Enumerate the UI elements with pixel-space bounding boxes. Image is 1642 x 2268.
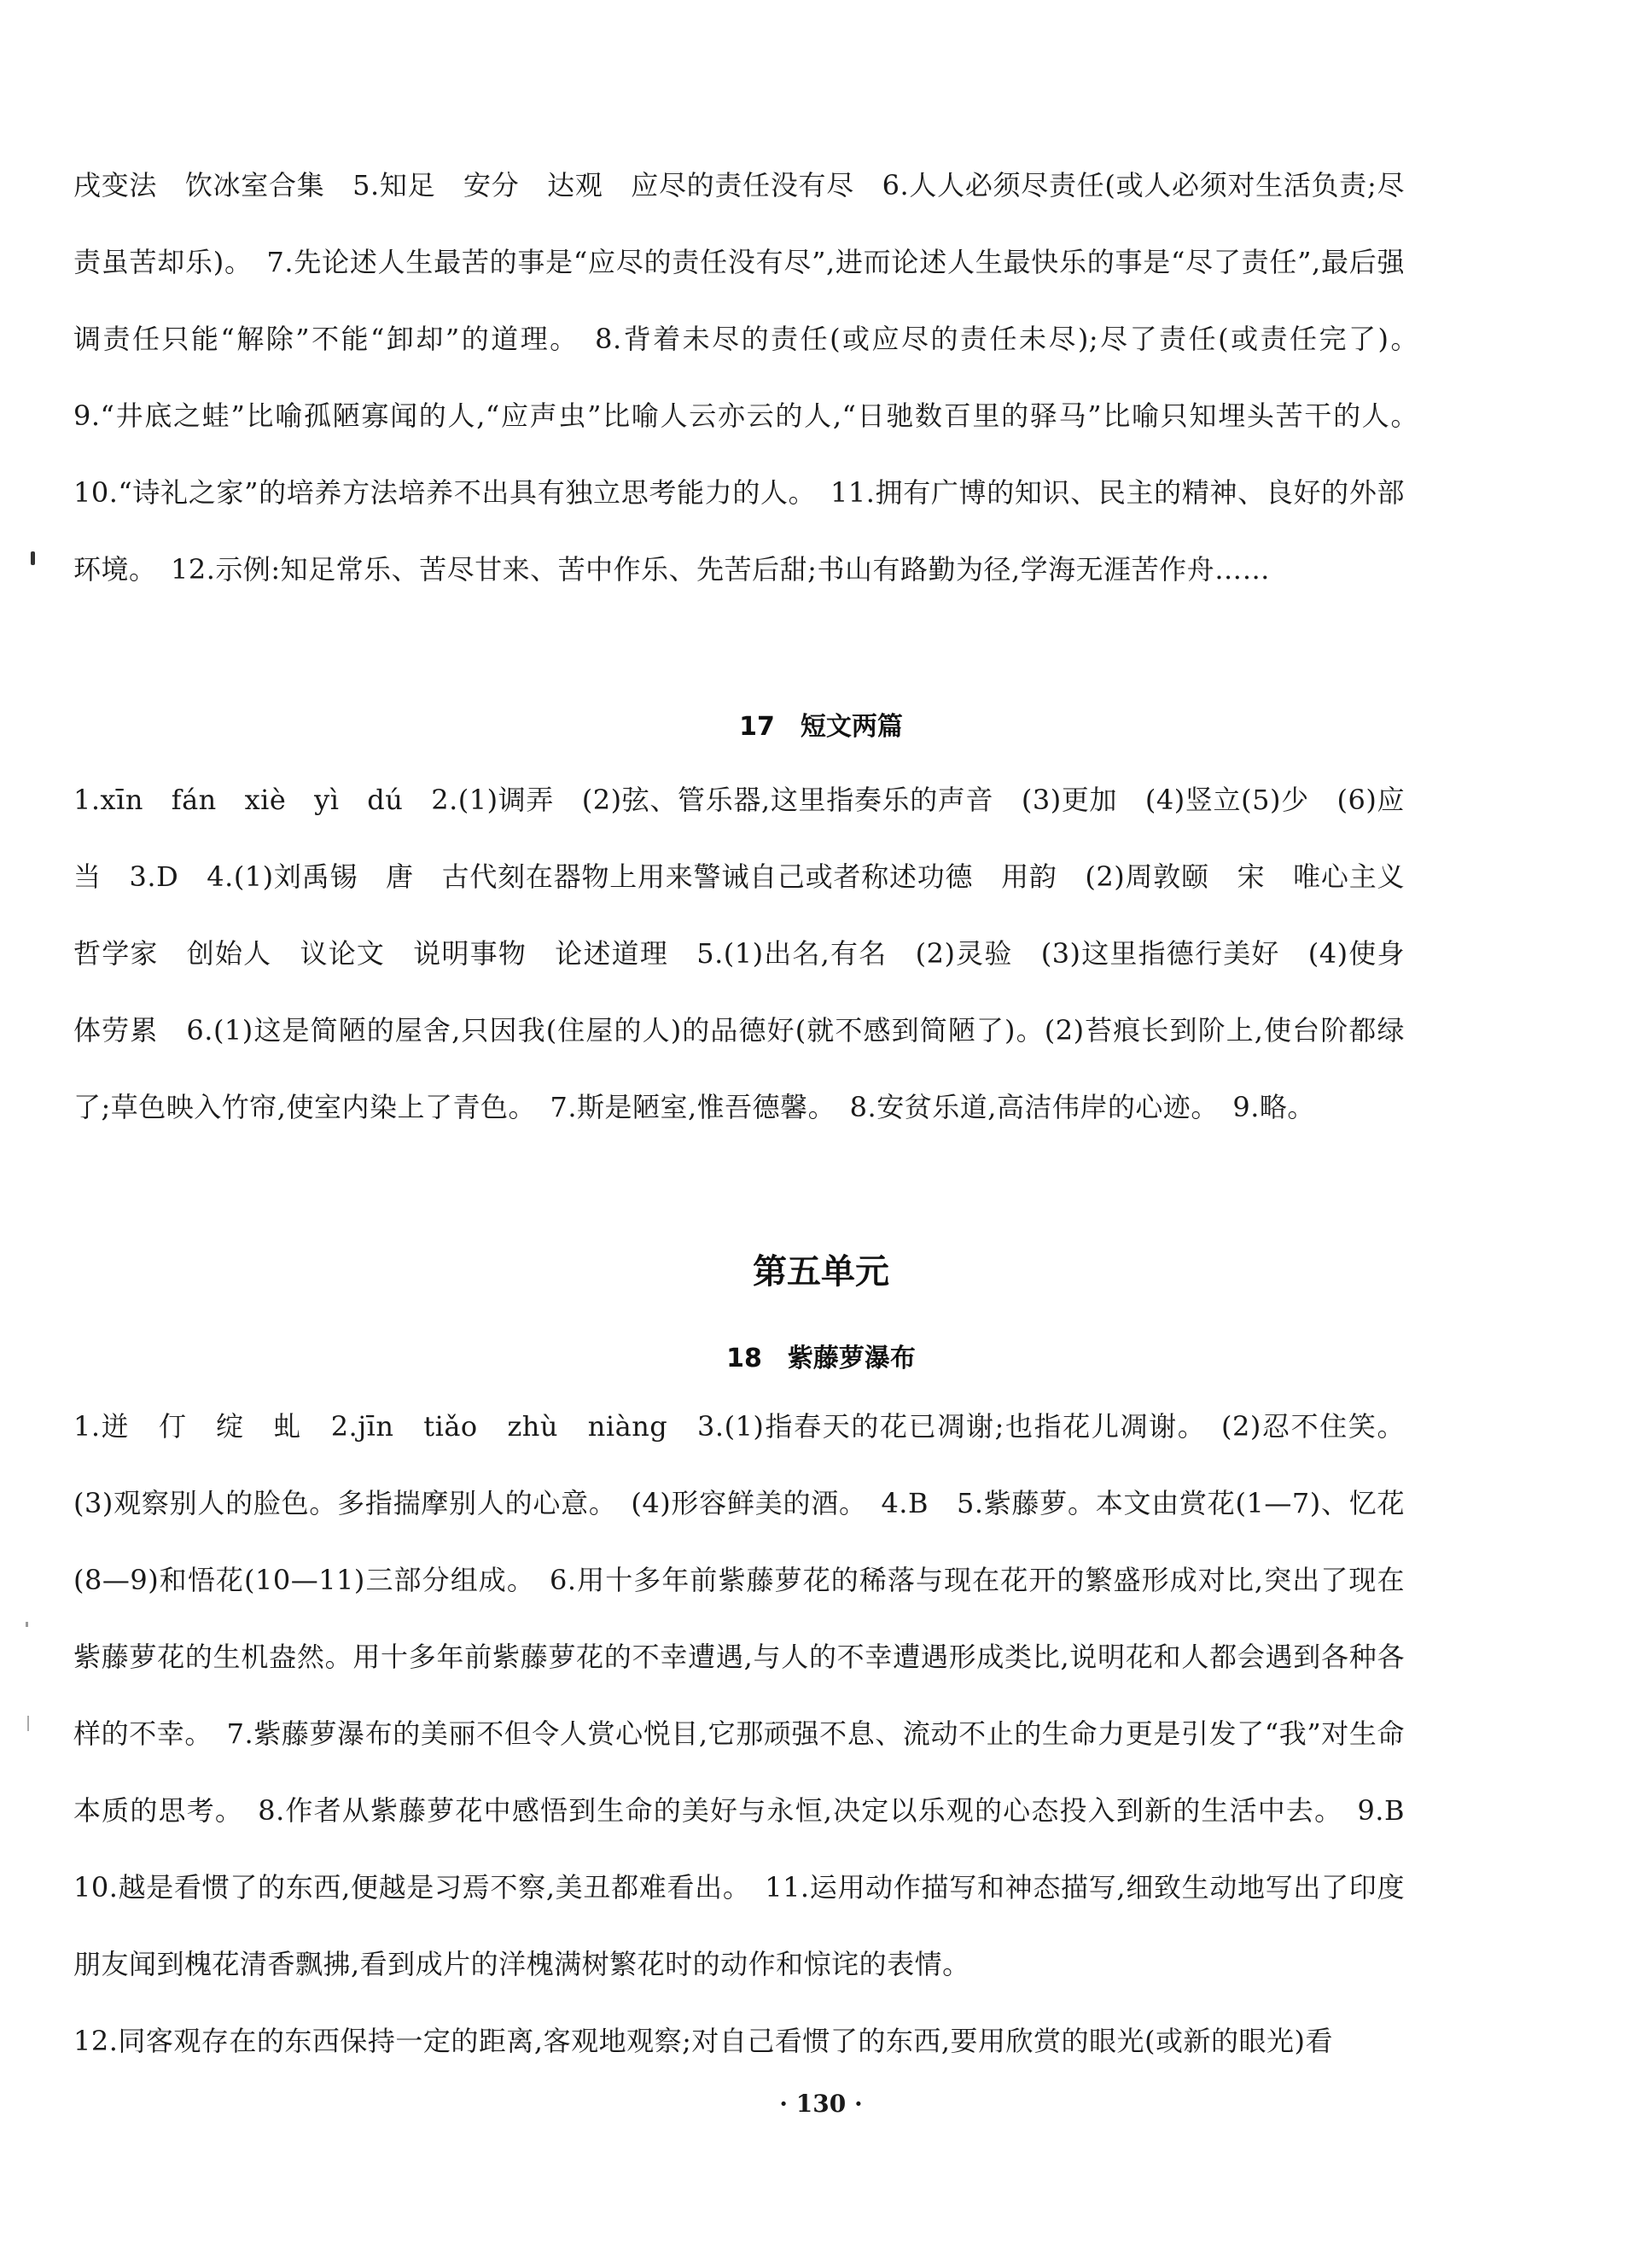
answer-block-17: [73, 761, 1405, 1146]
answer-paragraph: 12.同客观存在的东西保持一定的距离,客观地观察;对自己看惯了的东西,要用欣赏的眼光(或新的眼光)看: [73, 2025, 1333, 2057]
answer-block-18: [73, 1388, 1433, 2079]
page-number: · 130 ·: [779, 2090, 863, 2118]
section-title-17: 17 短文两篇: [739, 712, 903, 742]
answer-paragraph: 戌变法 饮冰室合集 5.知足 安分 达观 应尽的责任没有尽 6.人人必须尽责任(或人必须对生活负责;尽责虽苦却乐)。 7.先论述人生最苦的事是“应尽的责任没有尽”,进而论述人生最快乐的事是“尽了责任”,最后强调责任只能“解除”不能“卸却”的道理。 8.背着未尽的责任(或应尽的责任未尽);尽了责任(或责任完了)。 9.“井底之蛙”比喻孤陋寡闻的人,“应声虫”比喻人云亦云的人,“日驰数百里的驿马”比喻只知埋头苦干的人。 10.“诗礼之家”的培养方法培养不出具有独立思考能力的人。 11.拥有广博的知识、民主的精神、良好的外部环境。 12.示例:知足常乐、苦尽甘来、苦中作乐、先苦后甜;书山有路勤为径,学海无涯苦作舟……: [73, 169, 1433, 586]
scan-mark: [27, 1716, 29, 1731]
scan-mark: [31, 551, 35, 565]
answer-paragraph: 1.迸 仃 绽 虬 2.jīn tiǎo zhù niàng 3.(1)指春天的花已凋谢;也指花儿凋谢。 (2)忍不住笑。(3)观察别人的脸色。多指揣摩别人的心意。 (4)形容鲜美的酒。 4.B 5.紫藤萝。本文由赏花(1—7)、忆花(8—9)和悟花(10—11)三部分组成。 6.用十多年前紫藤萝花的稀落与现在花开的繁盛形成对比,突出了现在紫藤萝花的生机盎然。用十多年前紫藤萝花的不幸遭遇,与人的不幸遭遇形成类比,说明花和人都会遇到各种各样的不幸。 7.紫藤萝瀑布的美丽不但令人赏心悦目,它那顽强不息、流动不止的生命力更是引发了“我”对生命本质的思考。 8.作者从紫藤萝花中感悟到生命的美好与永恒,决定以乐观的心态投入到新的生活中去。 9.B 10.越是看惯了的东西,便越是习焉不察,美丑都难看出。 11.运用动作描写和神态描写,细致生动地写出了印度朋友闻到槐花清香飘拂,看到成片的洋槐满树繁花时的动作和惊诧的表情。: [73, 1410, 1433, 1980]
section-title-18: 18 紫藤萝瀑布: [726, 1344, 916, 1373]
scan-mark: [26, 1622, 28, 1627]
answer-block-16-continued: [73, 147, 1433, 608]
answer-paragraph: 1.xīn fán xiè yì dú 2.(1)调弄 (2)弦、管乐器,这里指奏乐的声音 (3)更加 (4)竖立(5)少 (6)应当 3.D 4.(1)刘禹锡 唐 古代刻在器物上用来警诫自己或者称述功德 用韵 (2)周敦颐 宋 唯心主义哲学家 创始人 议论文 说明事物 论述道理 5.(1)出名,有名 (2)灵验 (3)这里指德行美好 (4)使身体劳累 6.(1)这是简陋的屋舍,只因我(住屋的人)的品德好(就不感到简陋了)。(2)苔痕长到阶上,使台阶都绿了;草色映入竹帘,使室内染上了青色。 7.斯是陋室,惟吾德馨。 8.安贫乐道,高洁伟岸的心迹。 9.略。: [73, 784, 1405, 1123]
unit-title: 第五单元: [753, 1252, 889, 1291]
